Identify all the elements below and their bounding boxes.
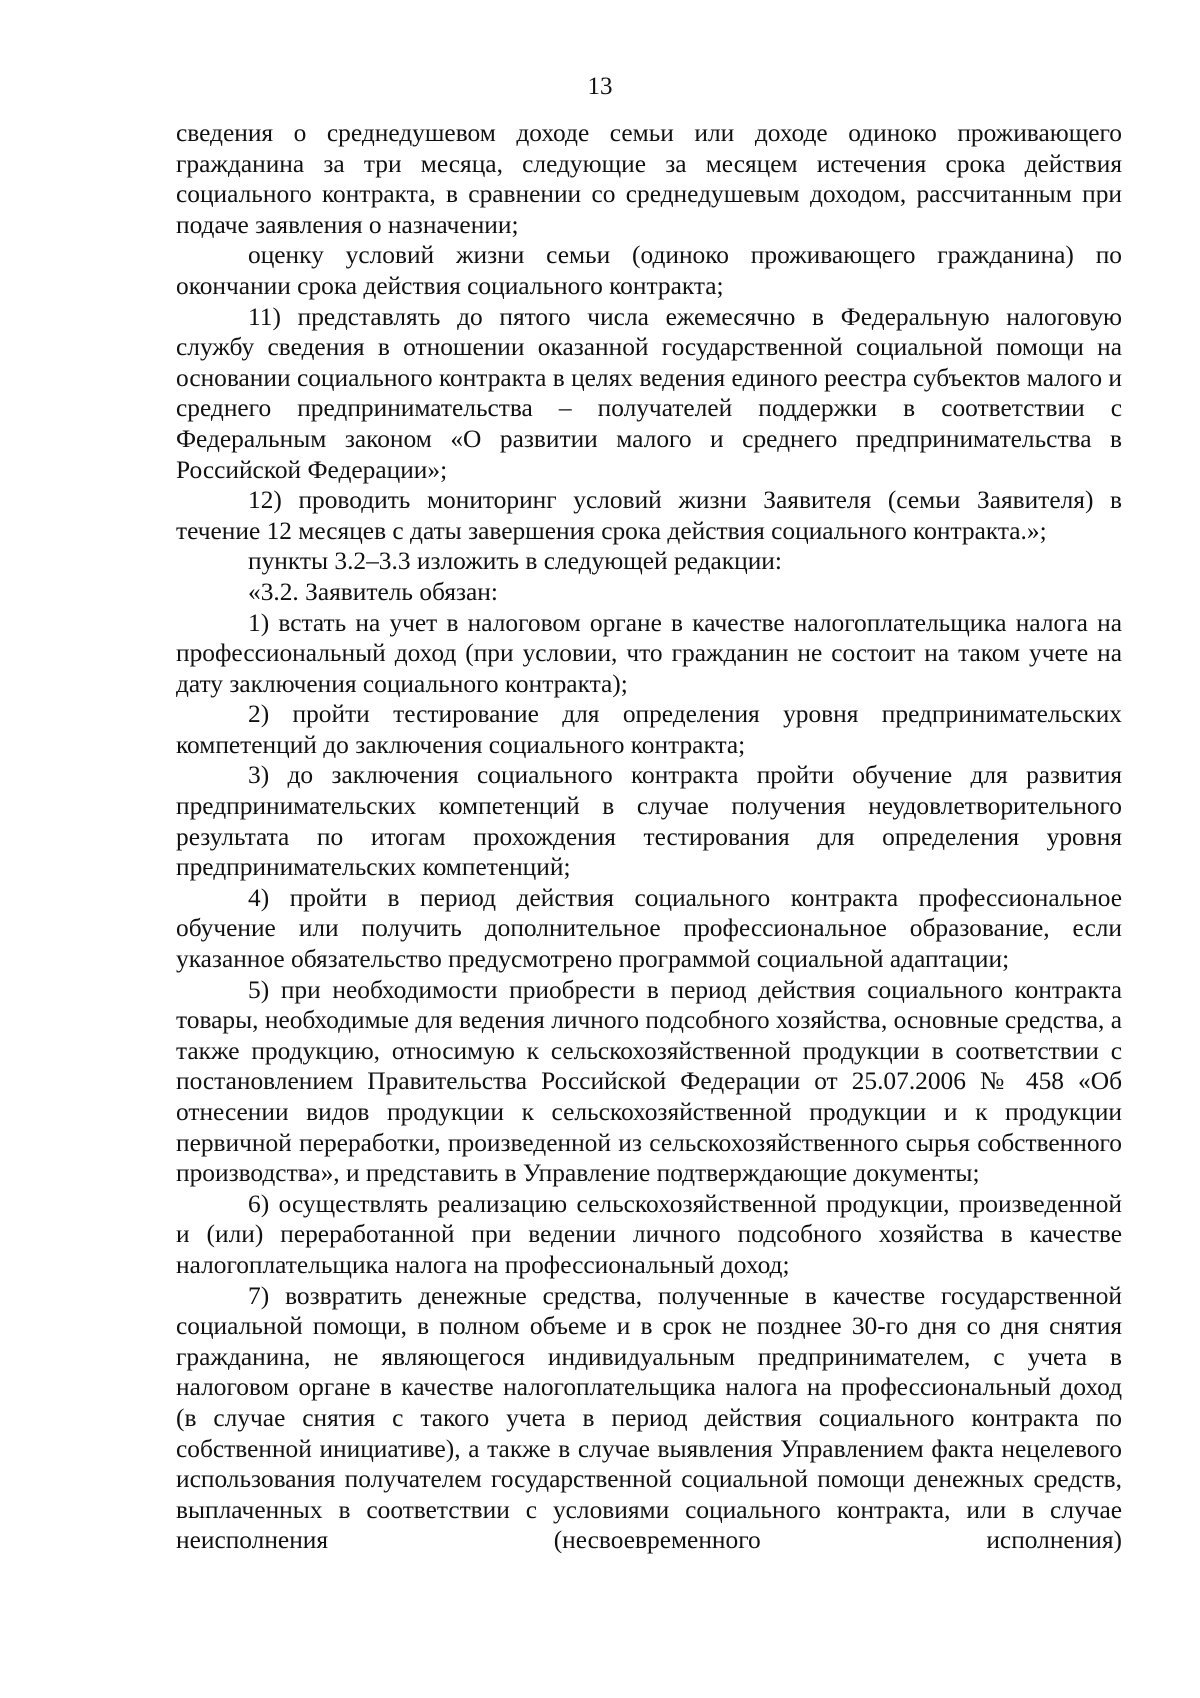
paragraph: 2) пройти тестирование для определения уровня предпринимательских компетенций до заключения социального контракта;	[176, 700, 1122, 759]
paragraph: сведения о среднедушевом доходе семьи или доходе одиноко проживающего гражданина за три месяца, следующие за месяцем истечения срока действия социального контракта, в сравнении со среднедушевым доходом, рассчитанным при подаче заявления о назначении;	[176, 119, 1122, 239]
paragraph: 7) возвратить денежные средства, полученные в качестве государственной социальной помощи, в полном объеме и в срок не позднее 30-го дня со дня снятия гражданина, не являющегося индивидуальным предпринимателем, с учета в налоговом органе в качестве налогоплательщика налога на профессиональный доход (в случае снятия с такого учета в период действия социального контракта по собственной инициативе), а также в случае выявления Управлением факта нецелевого использования получателем государственной социальной помощи денежных средств, выплаченных в соответствии с условиями социального контракта, или в случае неисполнения (несвоевременного исполнения)	[176, 1281, 1122, 1555]
paragraph: 3) до заключения социального контракта пройти обучение для развития предпринимательских компетенций в случае получения неудовлетворительного результата по итогам прохождения тестирования для определения уровня предпринимательских компетенций;	[176, 761, 1122, 882]
paragraph: 12) проводить мониторинг условий жизни Заявителя (семьи Заявителя) в течение 12 месяцев с даты завершения срока действия социального контракта.»;	[176, 486, 1122, 545]
page-number: 13	[587, 73, 613, 100]
document-body	[176, 118, 1122, 1556]
paragraph: 5) при необходимости приобрести в период действия социального контракта товары, необходимые для ведения личного подсобного хозяйства, основные средства, а также продукцию, относимую к сельскохозяйственной продукции в соответствии с постановлением Правительства Российской Федерации от 25.07.2006 № 458 «Об отнесении видов продукции к сельскохозяйственной продукции и к продукции первичной переработки, произведенной из сельскохозяйственного сырья собственного производства», и представить в Управление подтверждающие документы;	[176, 975, 1122, 1188]
paragraph: «3.2. Заявитель обязан:	[248, 577, 498, 606]
paragraph: оценку условий жизни семьи (одиноко проживающего гражданина) по окончании срока действия социального контракта;	[176, 241, 1122, 300]
paragraph: 11) представлять до пятого числа ежемесячно в Федеральную налоговую службу сведения в отношении оказанной государственной социальной помощи на основании социального контракта в целях ведения единого реестра субъектов малого и среднего предпринимательства – получателей поддержки в соответствии с Федеральным законом «О развитии малого и среднего предпринимательства в Российской Федерации»;	[176, 302, 1122, 484]
paragraph: 4) пройти в период действия социального контракта профессиональное обучение или получить дополнительное профессиональное образование, если указанное обязательство предусмотрено программой социальной адаптации;	[176, 883, 1122, 974]
paragraph: 1) встать на учет в налоговом органе в качестве налогоплательщика налога на профессиональный доход (при условии, что гражданин не состоит на таком учете на дату заключения социального контракта);	[176, 608, 1122, 698]
paragraph: пункты 3.2–3.3 изложить в следующей редакции:	[248, 547, 782, 576]
paragraph: 6) осуществлять реализацию сельскохозяйственной продукции, произведенной и (или) переработанной при ведении личного подсобного хозяйства в качестве налогоплательщика налога на профессиональный доход;	[176, 1189, 1122, 1279]
